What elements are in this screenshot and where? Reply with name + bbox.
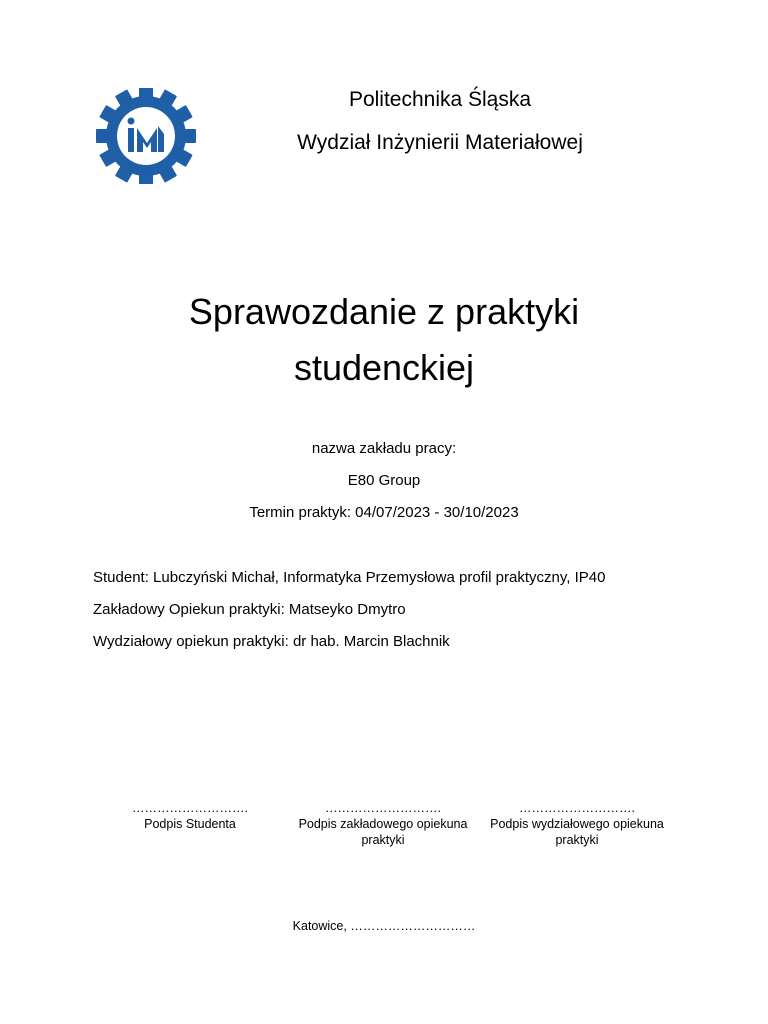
- student-info: Student: Lubczyński Michał, Informatyka Przemysłowa profil praktyczny, IP40: [93, 569, 606, 586]
- signature-label: Podpis Studenta: [144, 817, 236, 831]
- signature-line: ……………………….: [132, 801, 248, 815]
- university-name: Politechnika Śląska: [348, 88, 532, 111]
- faculty-supervisor: Wydziałowy opiekun praktyki: dr hab. Marcin Blachnik: [93, 633, 450, 650]
- place-and-date: Katowice, …………………………: [292, 919, 476, 933]
- document-title: [40, 284, 728, 396]
- signature-company-supervisor: [288, 800, 478, 848]
- title-line-2: studenckiej: [293, 347, 475, 388]
- company-supervisor: Zakładowy Opiekun praktyki: Matseyko Dmytro: [93, 601, 406, 618]
- signature-student: [95, 800, 285, 832]
- university-logo: [96, 88, 196, 184]
- signature-line: ……………………….: [325, 801, 441, 815]
- signature-label: Podpis wydziałowego opiekuna praktyki: [490, 817, 664, 847]
- faculty-name: Wydział Inżynierii Materiałowej: [297, 131, 583, 154]
- workplace-name: E80 Group: [347, 472, 421, 489]
- workplace-label: nazwa zakładu pracy:: [311, 440, 457, 457]
- internship-term: Termin praktyk: 04/07/2023 - 30/10/2023: [249, 504, 519, 521]
- signature-label: Podpis zakładowego opiekuna praktyki: [298, 817, 468, 847]
- signature-faculty-supervisor: [482, 800, 672, 848]
- signature-line: ……………………….: [519, 801, 635, 815]
- title-line-1: Sprawozdanie z praktyki: [188, 291, 580, 332]
